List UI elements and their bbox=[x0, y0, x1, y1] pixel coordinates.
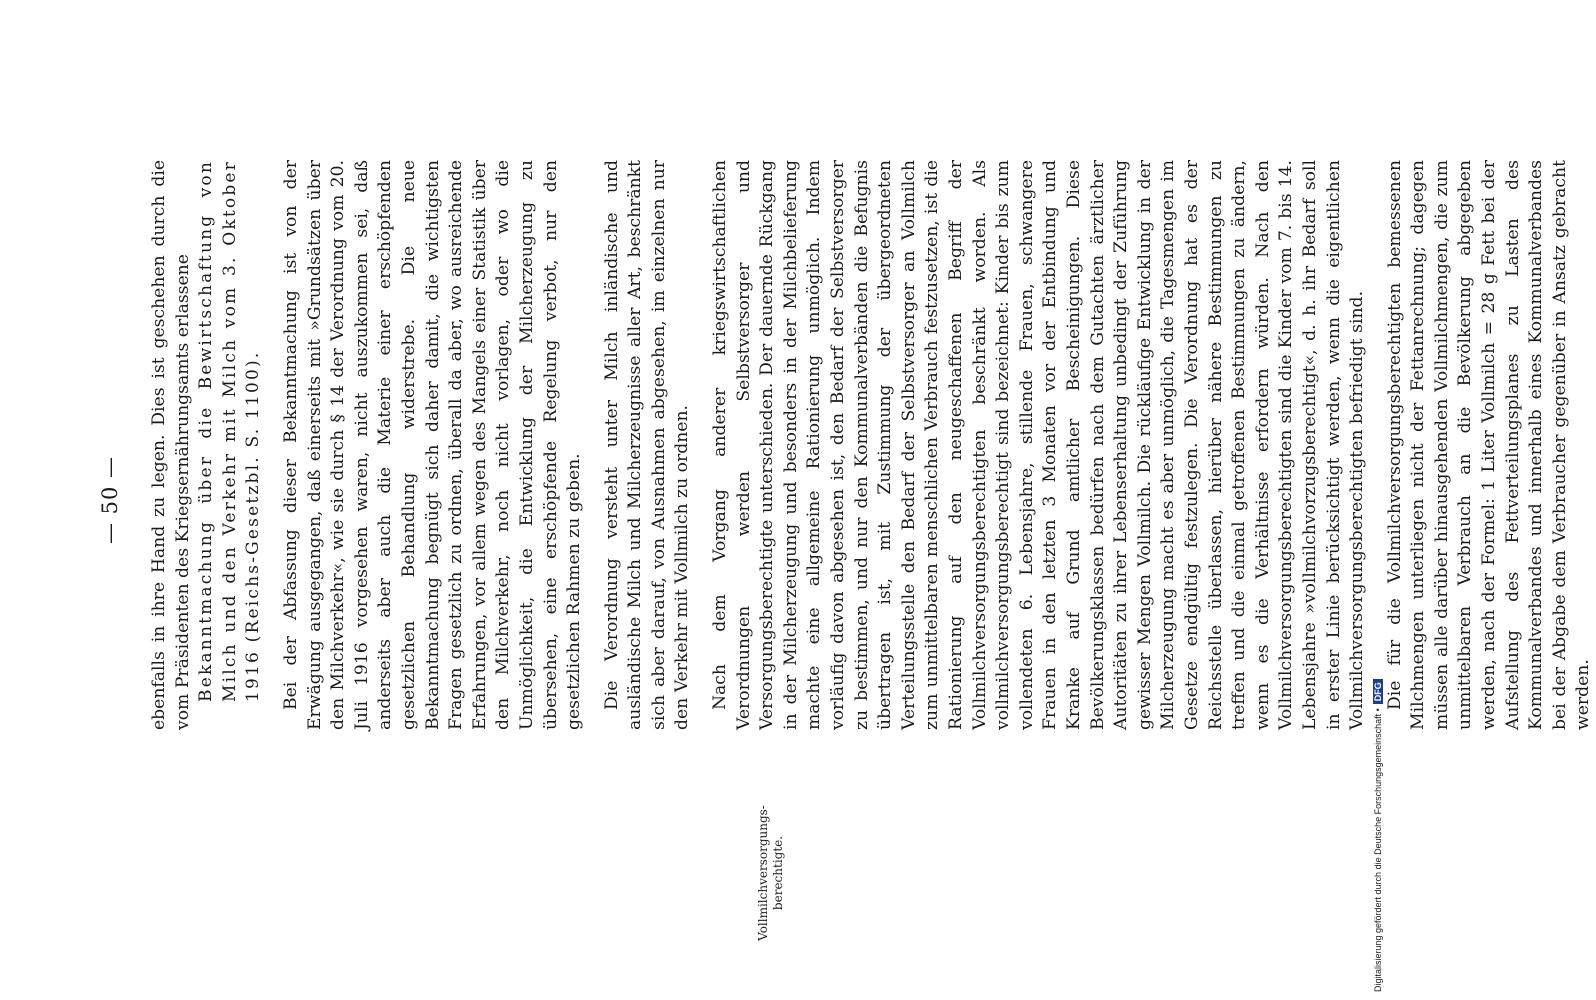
paragraph: Die für die Vollmilchversorgungsberechtigten bemessenen Milchmengen unterliegen nicht der Fettanrechnung; dagegen müssen alle darüber hinausgehenden Vollmilchmengen, die zum unmittelbaren Verbrauch an die Bevölkerung abgegeben werden, nach der Formel: 1 Liter Vollmilch = 28 g Fett bei der Aufstellung des Fettverteilungsplanes zu Lasten des Kommunalverbandes und innerhalb eines Kommunalverbandes bei der Abgabe dem Verbraucher gegenüber in Ansatz gebracht werden. bbox=[1384, 160, 1594, 730]
page-number: — 50 — bbox=[98, 455, 122, 545]
margin-note: Vollmilchversorgungs-berechtigte. bbox=[756, 805, 785, 941]
ordinance-title: Bekanntmachung über die Bewirtschaftung von Milch und den Verkehr mit Milch vom 3. Oktober 1916 (Reichs-Gesetzbl. S. 1100). bbox=[196, 160, 264, 702]
paragraph: Die Verordnung versteht unter Milch inländische und ausländische Milch und Milcherzeugnisse aller Art, beschränkt sich aber darauf, von Ausnahmen abgesehen, im einzelnen nur den Verkehr mit Vollmilch zu ordnen. bbox=[601, 160, 693, 730]
dfg-logo: DFG bbox=[1373, 679, 1383, 704]
paragraph: Bei der Abfassung dieser Bekanntmachung ist von der Erwägung ausgegangen, daß einerseits mit »Grundsätzen über den Milchverkehr«, wie sie durch § 14 der Verordnung vom 20. Juli 1916 vorgesehen waren, nicht auszukommen sei, daß anderseits aber auch die Materie einer erschöpfenden gesetzlichen Behandlung widerstrebe. Die neue Bekanntmachung begnügt sich daher damit, die wichtigsten Fragen gesetzlich zu ordnen, überall da aber, wo ausreichende Erfahrungen, vor allem wegen des Mangels einer Statistik über den Milchverkehr, noch nicht vorlagen, oder wo die Unmöglichkeit, die Entwicklung der Milcherzeugung zu übersehen, eine erschöpfende Regelung verbot, nur den gesetzlichen Rahmen zu geben. bbox=[280, 160, 585, 730]
paragraph: Nach dem Vorgang anderer kriegswirtschaftlichen Verordnungen werden Selbstversorger und Versorgungsberechtigte unterschieden. Der dauernde Rückgang in der Milcherzeugung und besonders in der Milchbelieferung machte eine allgemeine Rationierung unmöglich. Indem vorläufig davon abgesehen ist, den Bedarf der Selbstversorger zu bestimmen, und nur den Kommunalverbänden die Befugnis übertragen ist, mit Zustimmung der übergeordneten Verteilungsstelle den Bedarf der Selbstversorger an Vollmilch zum unmittelbaren menschlichen Verbrauch festzusetzen, ist die Rationierung auf den neugeschaffenen Begriff der Vollmilchversorgungsberechtigten beschränkt worden. Als vollmilchversorgungsberechtigt sind bezeichnet: Kinder bis zum vollendeten 6. Lebensjahre, stillende Frauen, schwangere Frauen in den letzten 3 Monaten vor der Entbindung und Kranke auf Grund amtlicher Bescheinigungen. Diese Bevölkerungsklassen bedürfen nach dem Gutachten ärztlicher Autoritäten zu ihrer Lebenserhaltung unbedingt der Zuführung gewisser Mengen Vollmilch. Die rückläufige Entwicklung in der Milcherzeugung macht es aber unmöglich, die Tagesmengen im Gesetze endgültig festzulegen. Die Verordnung hat es der Reichsstelle überlassen, hierüber nähere Bestimmungen zu treffen und die einmal getroffenen Bestimmungen zu ändern, wenn es die Verhältnisse erfordern würden. Nach den Vollmilchversorgungsberechtigten sind die Kinder vom 7. bis 14. Lebensjahre »vollmilchvorzugsberechtigt«, d. h. ihr Bedarf soll in erster Linie berücksichtigt werden, wenn die eigentlichen Vollmilchversorgungsberechtigten befriedigt sind. bbox=[710, 160, 1368, 730]
digitization-note-text: Digitalisierung gefördert durch die Deutsche Forschungsgemeinschaft • bbox=[1373, 708, 1383, 992]
digitization-note bbox=[1373, 8, 1383, 992]
digitization-credit bbox=[1373, 8, 1383, 992]
paragraph: ebenfalls in ihre Hand zu legen. Dies ist geschehen durch die vom Präsidenten des Kriegsernährungsamts erlassene bbox=[149, 160, 193, 730]
